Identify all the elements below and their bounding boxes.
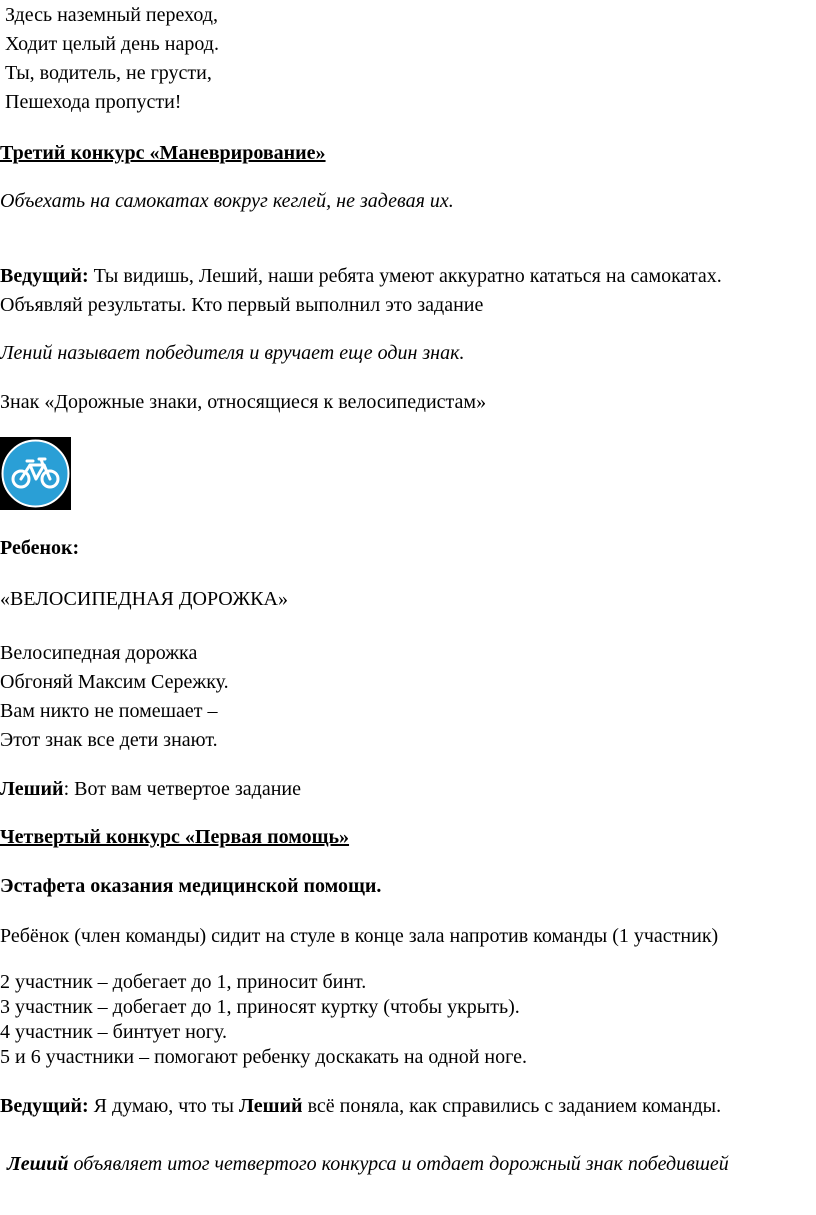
leshy2-text: : Вот вам четвертое задание: [63, 778, 301, 800]
bicycle-path-sign-icon: [0, 437, 71, 510]
leshy2-line: [0, 777, 301, 801]
host1-speaker: Ведущий:: [0, 265, 89, 287]
bicycle-path-sign-svg: [0, 437, 71, 510]
leshy-note-1: Лений называет победителя и вручает еще один знак.: [0, 342, 465, 364]
contest4-intro: Ребёнок (член команды) сидит на стуле в конце зала напротив команды (1 участник): [0, 925, 719, 947]
child-poem-line-4: Этот знак все дети знают.: [0, 729, 218, 751]
host2-speaker: Ведущий:: [0, 1095, 89, 1117]
final-text: объявляет итог четвертого конкурса и отдает дорожный знак победившей: [68, 1153, 729, 1175]
contest4-step-4: 5 и 6 участники – помогают ребенку доскакать на одной ноге.: [0, 1046, 527, 1068]
poem1-line-3: Ты, водитель, не грусти,: [5, 62, 212, 84]
child-sign-name: «ВЕЛОСИПЕДНАЯ ДОРОЖКА»: [0, 588, 288, 610]
contest4-step-2: 3 участник – добегает до 1, приносят куртку (чтобы укрыть).: [0, 996, 520, 1018]
contest3-heading: Третий конкурс «Маневрирование»: [0, 142, 326, 164]
poem1-line-4: Пешехода пропусти!: [5, 91, 182, 113]
child-speaker: Ребенок:: [0, 537, 80, 559]
child-poem-line-3: Вам никто не помешает –: [0, 700, 218, 722]
host1-line-2: Объявляй результаты. Кто первый выполнил это задание: [0, 294, 484, 316]
final-line: [7, 1152, 729, 1176]
poem1-line-2: Ходит целый день народ.: [5, 33, 219, 55]
contest4-step-3: 4 участник – бинтует ногу.: [0, 1021, 227, 1043]
host2-text-1: Я думаю, что ты: [88, 1095, 239, 1117]
child-poem-line-1: Велосипедная дорожка: [0, 642, 198, 664]
host2-name: Леший: [238, 1095, 303, 1117]
contest4-step-1: 2 участник – добегает до 1, приносит бинт.: [0, 971, 367, 993]
contest4-subheading: Эстафета оказания медицинской помощи.: [0, 875, 382, 897]
host2-line: [0, 1094, 721, 1118]
host2-text-2: всё поняла, как справились с заданием команды.: [302, 1095, 722, 1117]
sign-caption: Знак «Дорожные знаки, относящиеся к велосипедистам»: [0, 391, 487, 413]
host1-text-1: Ты видишь, Леший, наши ребята умеют аккуратно кататься на самокатах.: [93, 265, 722, 287]
poem1-line-1: Здесь наземный переход,: [5, 4, 218, 26]
contest3-task: Объехать на самокатах вокруг кеглей, не задевая их.: [0, 190, 454, 212]
leshy2-speaker: Леший: [0, 778, 64, 800]
final-name: Леший: [7, 1153, 69, 1175]
child-poem-line-2: Обгоняй Максим Сережку.: [0, 671, 229, 693]
host1-line-1: [0, 264, 722, 288]
contest4-heading: Четвертый конкурс «Первая помощь»: [0, 826, 350, 848]
